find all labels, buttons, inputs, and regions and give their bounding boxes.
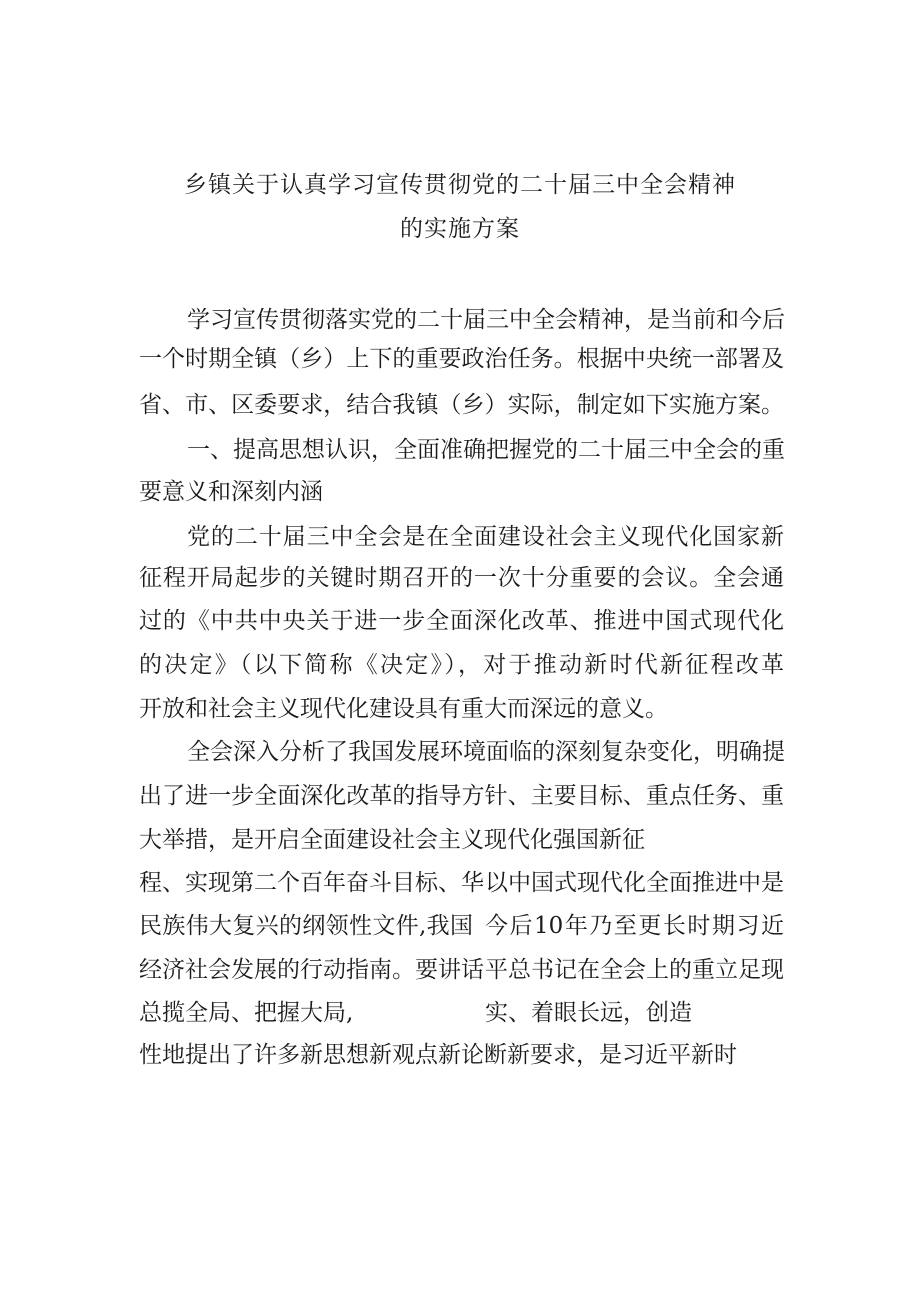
document-title-line-1: 乡镇关于认真学习宣传贯彻党的二十届三中全会精神 <box>184 172 736 198</box>
paragraph-line: 的决定》（以下简称《决定》），对于推动新时代新征程改革 <box>139 652 784 678</box>
paragraph-line: 一个时期全镇（乡）上下的重要政治任务。根据中央统一部署及 <box>139 346 784 372</box>
left-column-line: 民族伟大复兴的纲领性文件,我国 <box>139 913 473 939</box>
right-column-line: 以中国式现代化全面推进中是 <box>485 870 784 896</box>
paragraph-line: 出了进一步全面深化改革的指导方针、主要目标、重点任务、重 <box>139 783 784 809</box>
paragraph-line: 征程开局起步的关键时期召开的一次十分重要的会议。全会通 <box>139 565 784 591</box>
section-heading-line: 要意义和深刻内涵 <box>139 479 323 505</box>
paragraph-line: 全会深入分析了我国发展环境面临的深刻复杂变化，明确提 <box>187 739 785 765</box>
left-column-line: 总揽全局、把握大局, <box>139 1000 354 1026</box>
section-heading-line: 一、提高思想认识，全面准确把握党的二十届三中全会的重 <box>187 437 785 463</box>
paragraph-line: 党的二十届三中全会是在全面建设社会主义现代化国家新 <box>187 524 784 550</box>
right-column-line: 实、着眼长远，创造 <box>485 1000 692 1026</box>
right-column-line: 平总书记在全会上的重立足现 <box>485 957 784 983</box>
paragraph-line: 省、市、区委要求，结合我镇（乡）实际，制定如下实施方案。 <box>139 392 784 418</box>
left-column-line: 程、实现第二个百年奋斗目标、华 <box>139 870 484 896</box>
paragraph-line: 大举措，是开启全面建设社会主义现代化强国新征 <box>139 827 645 853</box>
paragraph-line: 开放和社会主义现代化建设具有重大而深远的意义。 <box>139 696 668 722</box>
paragraph-line: 学习宣传贯彻落实党的二十届三中全会精神，是当前和今后 <box>187 307 785 333</box>
paragraph-line: 性地提出了许多新思想新观点新论断新要求，是习近平新时 <box>139 1042 737 1068</box>
right-column-line: 今后10年乃至更长时期习近 <box>485 913 784 939</box>
left-column-line: 经济社会发展的行动指南。要讲话 <box>139 957 484 983</box>
paragraph-line: 过的《中共中央关于进一步全面深化改革、推进中国式现代化 <box>139 608 784 634</box>
document-title-line-2: 的实施方案 <box>400 216 520 242</box>
